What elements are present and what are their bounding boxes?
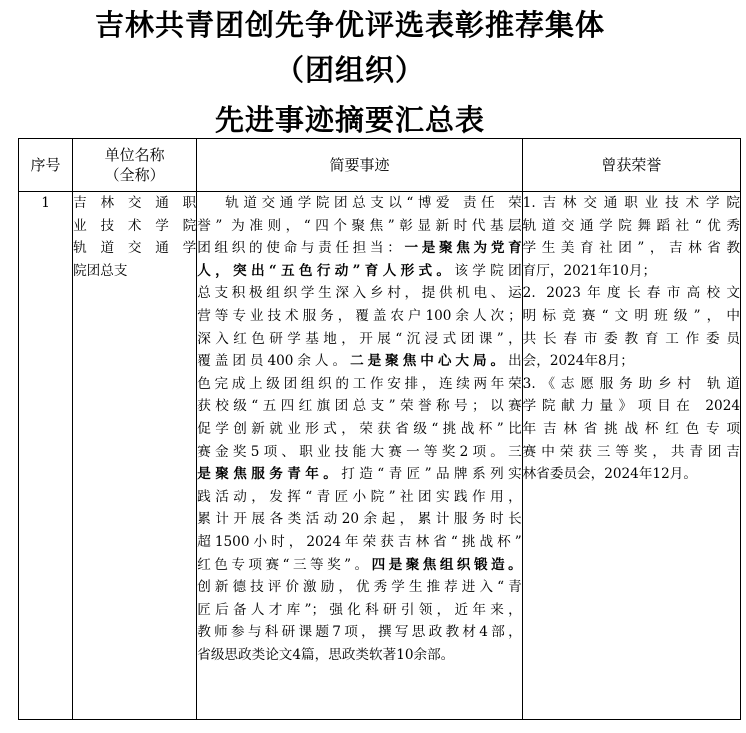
summary-line — [197, 418, 521, 441]
summary-line — [197, 215, 521, 238]
honors-line: 年吉林省挑战杯红色专项 — [522, 420, 740, 437]
summary-line — [197, 305, 521, 328]
honors-line: 育厅，2021年10月； — [522, 262, 657, 279]
summary-run: 覆盖团员400余人。 — [197, 353, 351, 370]
summary-run: 誉” 为准则，“四个聚焦”彰显新时代基层 — [197, 217, 522, 234]
summary-run: 超1500小时，2024年荣获吉林省“挑战杯” — [197, 533, 522, 550]
honors-cell — [522, 192, 740, 720]
header-unit-line2: （全称） — [104, 166, 165, 184]
honors-line: 轨道交通学院舞蹈社“优秀 — [522, 217, 740, 234]
table-header-row — [19, 139, 741, 192]
summary-line — [197, 373, 521, 396]
summary-line — [197, 192, 521, 215]
summary-line — [197, 554, 521, 577]
summary-bold-run: 是聚焦服务青年。 — [197, 466, 342, 483]
unit-name-cell — [73, 192, 197, 720]
summary-run: 打造“青匠”品牌系列实 — [341, 466, 522, 483]
summary-run: 赛金奖5项、职业技能大赛一等奖2项。三 — [197, 443, 522, 460]
summary-run: 总支积极组织学生深入乡村，提供机电、运 — [197, 285, 522, 302]
table-row — [19, 192, 741, 720]
summary-cell — [197, 192, 522, 720]
honors-line: 1.吉林交通职业技术学院 — [522, 195, 740, 211]
summary-run: 促学创新就业形式，荣获省级“挑战杯”比 — [197, 420, 522, 437]
header-unit-line1: 单位名称 — [104, 146, 165, 164]
summary-line — [197, 260, 521, 283]
summary-run: 匠后备人才库”；强化科研引领，近年来， — [197, 601, 522, 618]
unit-name-line: 院团总支 — [73, 262, 128, 279]
summary-line — [197, 328, 521, 351]
header-no: 序号 — [19, 139, 73, 192]
summary-run: 营等专业技术服务，覆盖农户100余人次； — [197, 307, 522, 324]
summary-run: 色完成上级团组织的工作安排，连续两年荣 — [197, 375, 522, 392]
summary-bold-run: 四是聚焦组织锻造。 — [371, 556, 522, 573]
honors-line: 会，2024年8月； — [522, 353, 634, 370]
summary-run: 教师参与科研课题7项，撰写思政教材4部， — [197, 624, 522, 641]
honors-line: 共长春市委教育工作委员 — [522, 330, 740, 347]
honors-line: 2. 2023年度长春市高校文 — [522, 285, 740, 302]
summary-line — [197, 282, 521, 305]
honors-line: 林省委员会，2024年12月。 — [522, 466, 697, 483]
unit-name-line: 轨道交通学 — [73, 240, 197, 257]
summary-run: 深入红色研学基地，开展“沉浸式团课”， — [197, 330, 522, 347]
summary-run: 该学院团 — [454, 262, 522, 279]
title-line-2: （团组织） — [274, 53, 425, 87]
summary-run: 创新德技评价激励，优秀学生推荐进入“青 — [197, 579, 522, 596]
summary-lines — [197, 192, 521, 666]
summary-run: 红色专项赛“三等奖”。 — [197, 556, 372, 573]
summary-run: 出 — [508, 353, 522, 370]
summary-line — [197, 531, 521, 554]
summary-run: 轨道交通学院团总支以“博爱 责任 荣 — [225, 195, 522, 211]
summary-line — [197, 350, 521, 373]
unit-name-line: 业技术学院 — [73, 217, 197, 234]
unit-name-lines — [73, 192, 196, 282]
summary-line — [197, 644, 521, 667]
header-honors: 曾获荣誉 — [522, 139, 740, 192]
honors-line: 明标竞赛“文明班级”，中 — [522, 307, 740, 324]
summary-line — [197, 599, 521, 622]
summary-line — [197, 463, 521, 486]
honors-line: 赛中荣获三等奖，共青团吉 — [522, 443, 740, 460]
summary-bold-run: 二是聚焦中心大局。 — [350, 353, 509, 370]
summary-run: 累计开展各类活动20余起，累计服务时长 — [197, 511, 522, 528]
honors-lines — [523, 192, 740, 486]
summary-run: 践活动，发挥“青匠小院”社团实践作用， — [197, 488, 522, 505]
honors-line: 学生美育社团”，吉林省教 — [522, 240, 740, 257]
header-unit — [73, 139, 197, 192]
unit-name-line: 吉林交通职 — [73, 195, 197, 211]
summary-bold-run: 人，突出“五色行动”育人形式。 — [197, 262, 455, 279]
summary-bold-run: 一是聚焦为党育 — [404, 240, 522, 257]
summary-run: 获校级“五四红旗团总支”荣誉称号；以赛 — [197, 398, 522, 415]
summary-line — [197, 508, 521, 531]
summary-line — [197, 441, 521, 464]
summary-run: 团组织的使命与责任担当： — [197, 240, 405, 257]
honors-line: 学院献力量》项目在 2024 — [522, 398, 740, 415]
title-line-1: 吉林共青团创先争优评选表彰推荐集体 — [94, 8, 605, 42]
summary-line — [197, 576, 521, 599]
header-summary: 简要事迹 — [197, 139, 522, 192]
summary-run: 省级思政类论文4篇，思政类软著10余部。 — [197, 646, 455, 663]
summary-line — [197, 237, 521, 260]
summary-line — [197, 486, 521, 509]
summary-table — [18, 138, 741, 720]
honors-line: 3.《志愿服务助乡村 轨道 — [522, 375, 740, 392]
summary-line — [197, 621, 521, 644]
summary-line — [197, 395, 521, 418]
row-no: 1 — [19, 192, 73, 720]
title-line-3: 先进事迹摘要汇总表 — [214, 103, 485, 137]
